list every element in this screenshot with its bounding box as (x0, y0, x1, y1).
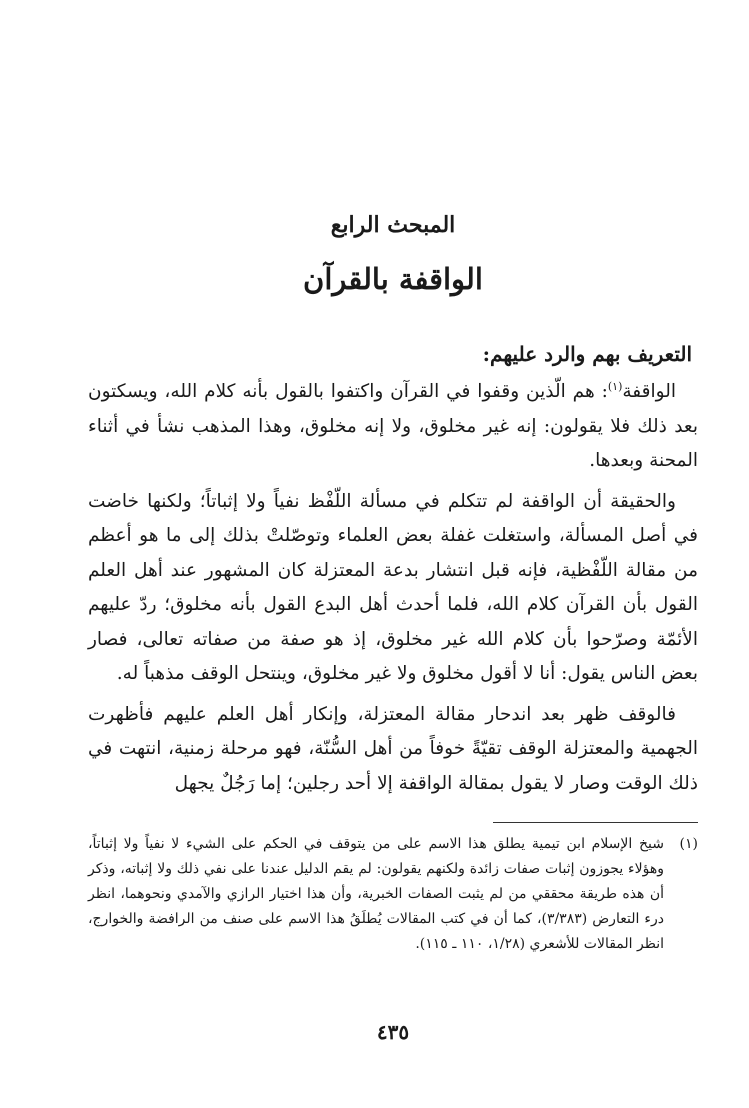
paragraph-2: والحقيقة أن الواقفة لم تتكلم في مسألة اللّفْظ نفياً ولا إثباتاً؛ ولكنها خاضت في أصل المسألة، واستغلت غفلة بعض العلماء وتوصّلتْ بذلك إلى ما هو أعظم من مقالة اللّفْظية، فإنه قبل انتشار بدعة المعتزلة كان المشهور عند أهل العلم القول بأن القرآن كلام الله، فلما أحدث أهل البدع القول بأنه مخلوق؛ ردّ عليهم الأئمّة وصرّحوا بأن كلام الله غير مخلوق، إذ هو صفة من صفاته تعالى، فصار بعض الناس يقول: أنا لا أقول مخلوق ولا غير مخلوق، وينتحل الوقف مذهباً له. (88, 490, 698, 684)
document-page (88, 0, 698, 1108)
section-label: التعريف بهم والرد عليهم: (482, 342, 692, 366)
paragraph-3: فالوقف ظهر بعد اندحار مقالة المعتزلة، وإنكار أهل العلم عليهم فأظهرت الجهمية والمعتزلة الوقف تقيّةً خوفاً من أهل السُّنّة، فهو مرحلة زمنية، انتهت في ذلك الوقت وصار لا يقول بمقالة الواقفة إلا أحد رجلين؛ إما رَجُلٌ يجهل (88, 703, 698, 794)
section-title: الواقفة بالقرآن (303, 262, 483, 296)
paragraph-1-lead: الواقفة (622, 381, 676, 402)
footnote-divider (493, 822, 698, 823)
paragraph-1 (88, 375, 698, 479)
footnote (88, 832, 698, 957)
footnote-text: شيخ الإسلام ابن تيمية يطلق هذا الاسم على من يتوقف في الحكم على الشيء لا نفياً ولا إثباتاً، وهؤلاء يجوزون إثبات صفات زائدة ولكنهم يقولون: لم يقم الدليل عندنا على نفي ذلك ولا إثباته، وذكر أن هذه طريقة محققي من لم يثبت الصفات الخبرية، وأن هذا اختيار الرازي والآمدي ونحوهما، انظر درء التعارض (٣/٣٨٣)، كما أن في كتب المقالات يُطلَقُ هذا الاسم على صنف من الرافضة والخوارج، انظر المقالات للأشعري (١/٢٨، ١١٠ ـ ١١٥). (88, 836, 664, 952)
paragraph-1-text: : هم الّذين وقفوا في القرآن واكتفوا بالقول بأنه كلام الله، ويسكتون بعد ذلك فلا يقولون: إنه غير مخلوق، ولا إنه مخلوق، وهذا المذهب نشأ في أثناء المحنة وبعدها. (88, 381, 698, 471)
footnote-number: (١) (679, 836, 698, 852)
section-subtitle: المبحث الرابع (330, 212, 456, 238)
footnote-reference: (١) (607, 379, 623, 393)
body-text (88, 375, 698, 807)
page-number: ٤٣٥ (376, 1020, 410, 1044)
